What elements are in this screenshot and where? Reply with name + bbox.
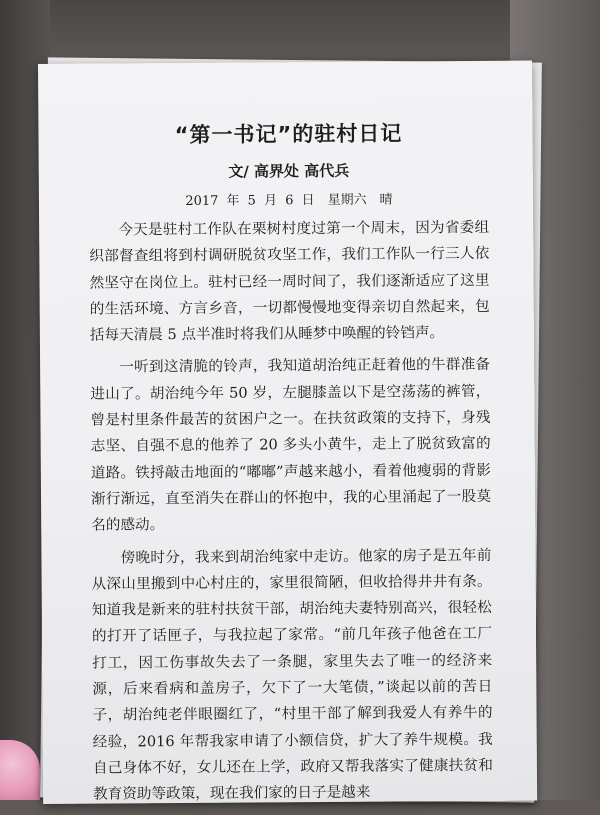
paragraph-1: 今天是驻村工作队在栗树村度过第一个周末，因为省委组织部督查组将到村调研脱贫攻坚工作，我们工作队一行三人依然坚守在岗位上。驻村已经一周时间了，我们逐渐适应了这里的生活环境、方言乡音，一切都慢慢地变得亲切自然起来，包括每天清晨 5 点半准时将我们从睡梦中唤醒的铃铛声。 [89,218,490,344]
document-title: “第一书记”的驻村日记 [174,121,403,148]
paragraph-2: 一听到这清脆的铃声，我知道胡治纯正赶着他的牛群准备进山了。胡治纯今年 50 岁，左腿膝盖以下是空荡荡的裤管，曾是村里条件最苦的贫困户之一。在扶贫政策的支持下，身残志坚、自强不息的他养了 20 多头小黄牛，走上了脱贫致富的道路。铁捋敲击地面的“嘟嘟”声越来越小，看着他瘦弱的背影渐行渐远，直至消失在群山的怀抱中，我的心里涌起了一股莫名的感动。 [90,356,492,534]
document-authors: 文/ 高界处 高代兵 [228,161,350,181]
paragraph-3: 傍晚时分，我来到胡治纯家中走访。他家的房子是五年前从深山里搬到中心村庄的，家里很简陋，但收拾得井井有条。知道我是新来的驻村扶贫干部，胡治纯夫妻特别高兴，很轻松的打开了话匣子，与我拉起了家常。“前几年孩子他爸在工厂打工，因工伤事故失去了一条腿，家里失去了唯一的经济来源，后来看病和盖房子，欠下了一大笔债，”谈起以前的苦日子，胡治纯老伴眼圈红了，“村里干部了解到我爱人有养牛的经验，2016 年帮我家申请了小额信贷，扩大了养牛规模。我自己身体不好，女儿还在上学，政府又帮我落实了健康扶贫和教育资助等政策，现在我们家的日子是越来 [91,546,493,803]
document-content [88,117,493,814]
paper-sheet [38,61,537,804]
document-dateline: 2017 年 5 月 6 日 星期六 晴 [185,192,393,209]
